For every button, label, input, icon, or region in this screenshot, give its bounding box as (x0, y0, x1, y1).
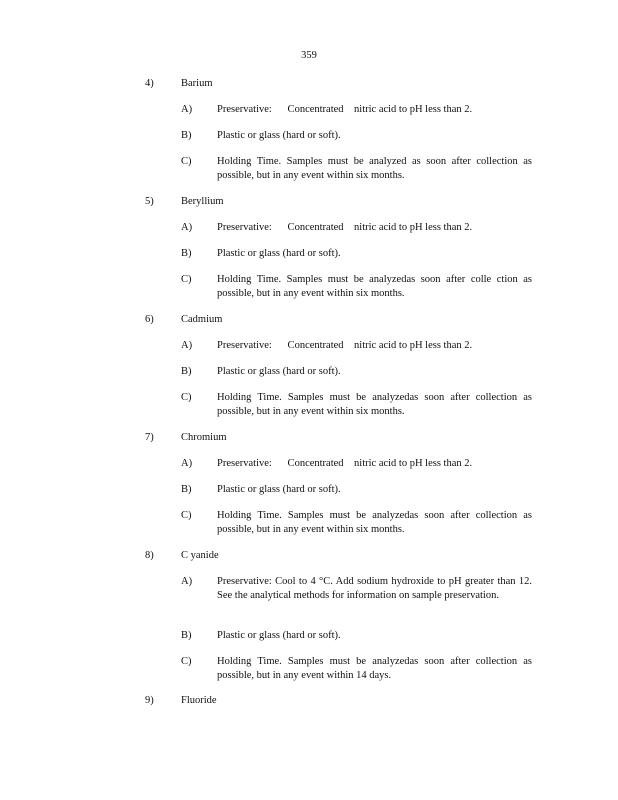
item-letter: A) (181, 104, 193, 115)
item-letter: A) (181, 576, 193, 587)
item-text: Preservative: Concentrated nitric acid to pH less than 2. (217, 222, 473, 233)
section-number: 8) (145, 550, 154, 561)
item-text: Preservative: Concentrated nitric acid to pH less than 2. (217, 458, 473, 469)
item-text: Holding Time. Samples must be analyzed as soon after collection as possible, but in any event within six months. (217, 156, 532, 181)
item-letter: A) (181, 222, 193, 233)
section-title: C yanide (181, 550, 219, 561)
section-number: 7) (145, 432, 154, 443)
item-text: Holding Time. Samples must be analyzedas soon after collection as possible, but in any event within 14 days. (217, 656, 532, 681)
item-letter: B) (181, 366, 192, 377)
item-letter: B) (181, 484, 192, 495)
item-text: Plastic or glass (hard or soft). (217, 366, 341, 377)
item-text: Preservative: Concentrated nitric acid to pH less than 2. (217, 340, 473, 351)
item-letter: A) (181, 340, 193, 351)
item-text: Preservative: Cool to 4 °C. Add sodium hydroxide to pH greater than 12. See the analytical methods for information on sample preservation. (217, 576, 532, 601)
item-letter: C) (181, 656, 192, 667)
item-letter: B) (181, 630, 192, 641)
item-letter: C) (181, 392, 192, 403)
item-text: Holding Time. Samples must be analyzedas soon after collection as possible, but in any event within six months. (217, 510, 532, 535)
item-text: Holding Time. Samples must be analyzedas soon after collection as possible, but in any event within six months. (217, 392, 532, 417)
item-letter: A) (181, 458, 193, 469)
section-number: 4) (145, 78, 154, 89)
section-title: Chromium (181, 432, 227, 443)
page-number: 359 (301, 50, 317, 61)
item-text: Plastic or glass (hard or soft). (217, 630, 341, 641)
section-title: Cadmium (181, 314, 223, 325)
item-text: Plastic or glass (hard or soft). (217, 248, 341, 259)
item-letter: B) (181, 130, 192, 141)
item-letter: B) (181, 248, 192, 259)
section-number: 5) (145, 196, 154, 207)
section-title: Fluoride (181, 695, 217, 706)
item-text: Plastic or glass (hard or soft). (217, 484, 341, 495)
section-number: 9) (145, 695, 154, 706)
section-title: Beryllium (181, 196, 224, 207)
item-text: Preservative: Concentrated nitric acid to pH less than 2. (217, 104, 473, 115)
item-letter: C) (181, 156, 192, 167)
item-letter: C) (181, 510, 192, 521)
section-title: Barium (181, 78, 213, 89)
section-number: 6) (145, 314, 154, 325)
item-letter: C) (181, 274, 192, 285)
item-text: Plastic or glass (hard or soft). (217, 130, 341, 141)
item-text: Holding Time. Samples must be analyzedas soon after colle ction as possible, but in any event within six months. (217, 274, 532, 299)
